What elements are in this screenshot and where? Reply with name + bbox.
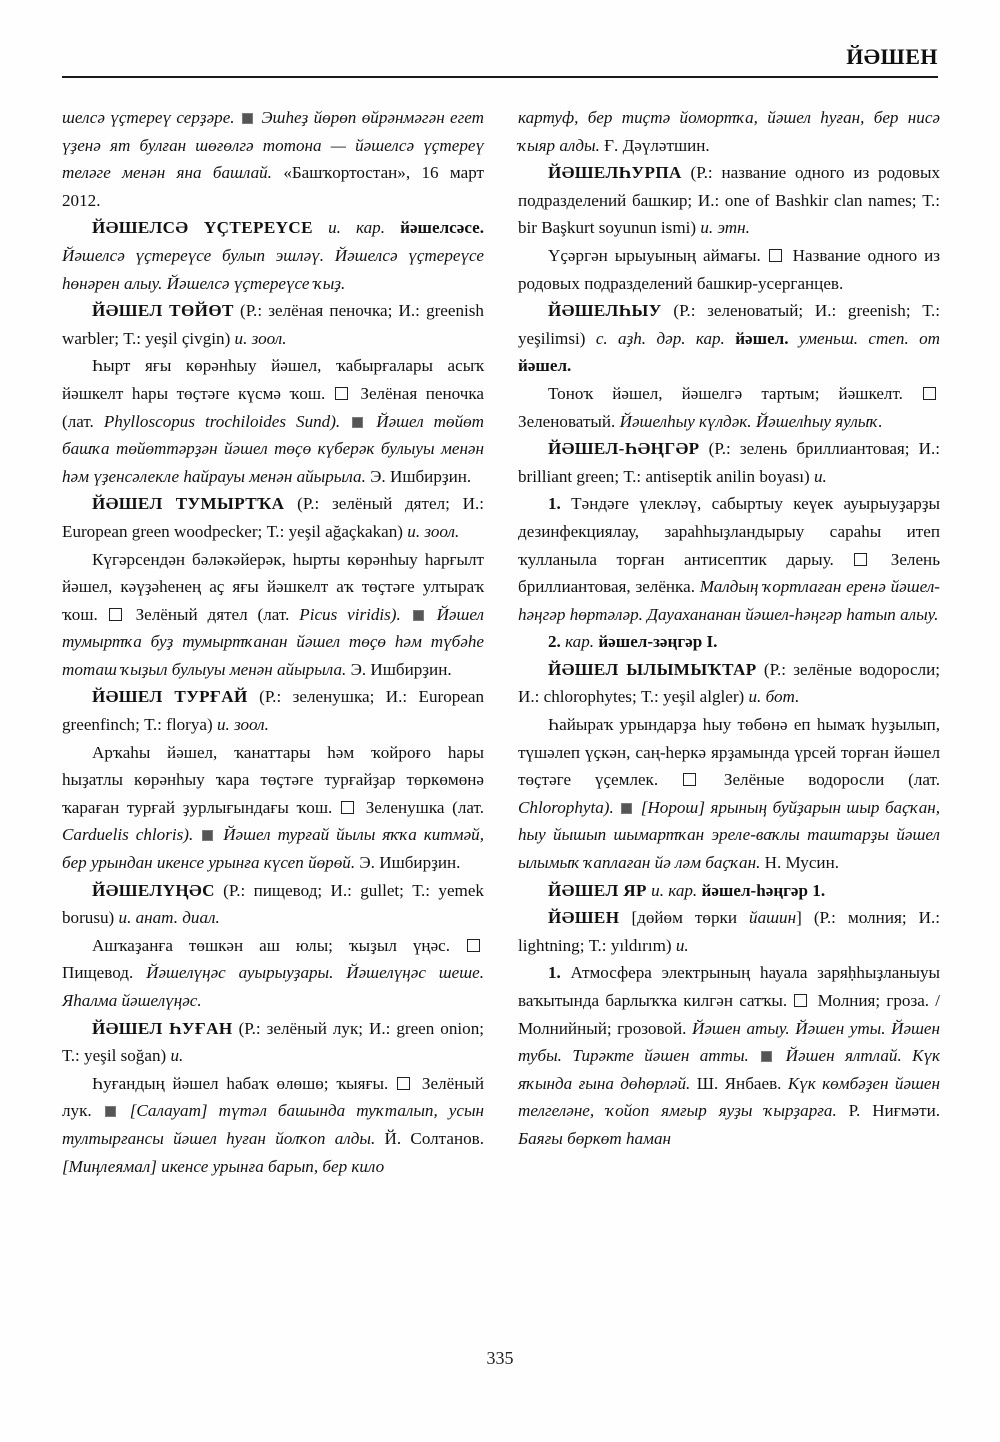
example-sentences: Йәшелһыу күлдәк. Йәшелһыу яулыҡ. bbox=[619, 411, 883, 431]
entry-yashelungas-body bbox=[62, 932, 484, 1015]
entry-yashel-toyot-head: ЙӘШЕЛ ТӨЙӨТ (Р.: зелёная пеночка; И.: greenish warbler; Т.: yeşil çivgin) и. зоол. bbox=[62, 301, 484, 348]
grammar-label-secondary: уменьш. степ. от bbox=[798, 328, 940, 348]
gloss-tr: yeşil soğan) bbox=[84, 1046, 167, 1066]
gloss-en-label: И.: bbox=[918, 908, 941, 928]
example-sentences: Йәшелсә үҫтереүсе булып эшләү. Йәшелсә үҫтереүсе һөнәрен алыу. Йәшелсә үҫтереүсе ҡыҙ. bbox=[62, 245, 484, 293]
entry-yashel-tumyrtka-head: ЙӘШЕЛ ТУМЫРТҠА (Р.: зелёный дятел; И.: European green woodpecker; Т.: yeşil ağaçkakan) и. зоол. bbox=[62, 494, 484, 541]
gloss-en-label: И.: bbox=[398, 301, 420, 321]
illustration-square-icon bbox=[761, 1051, 772, 1062]
headword: ЙӘШЕН bbox=[548, 908, 620, 928]
gloss-tr-label: Т.: bbox=[266, 521, 285, 541]
translation-square-icon bbox=[109, 608, 122, 621]
gloss-ru: зеленушка; bbox=[292, 687, 375, 707]
definition-text: Атмосфера электрының һауала заряḥһыҙланыуы ваҡытында барлыҡҡа килгән сатҡы. bbox=[518, 963, 940, 1010]
citation-text: [Норош] ярының буйҙарын шыр баҫҡан, һыу йышып шымартҡан эреле-ваҡлы таштарҙы йәшел ылымыҡ ҡаплаған йә ләм баҫҡан. bbox=[518, 797, 941, 873]
gloss-ru-label: Р.: bbox=[244, 1018, 261, 1038]
headword: ЙӘШЕЛ ТУРҒАЙ bbox=[92, 687, 248, 707]
gloss-en: gullet; bbox=[360, 880, 404, 900]
cross-ref-target: йәшел. bbox=[735, 328, 789, 348]
sense-number: 1. bbox=[548, 494, 561, 514]
gloss-tr-label: Т.: bbox=[922, 190, 940, 210]
translation-text: Молния; гроза. / Молнийный; грозовой. bbox=[518, 991, 940, 1038]
entry-yashel-hugan-body bbox=[62, 1070, 484, 1180]
grammar-label: и. бот. bbox=[748, 687, 800, 707]
entry-yashel-toyot-body bbox=[62, 352, 484, 490]
gloss-tr: bir Başkurt soyunun ismi) bbox=[518, 218, 697, 238]
cross-ref-target: йәшел-һәңгәр 1. bbox=[701, 880, 826, 900]
gloss-ru: пищевод; bbox=[253, 880, 323, 900]
grammar-label: и. зоол. bbox=[234, 328, 287, 348]
headword: ЙӘШЕЛ ЫЛЫМЫҠТАР bbox=[548, 659, 757, 679]
definition-text: Күгәрсендән бәләкәйерәк, һырты көрәнһыу һарғылт йәшел, кәүҙәһенең аҫ яғы йәшкелт аҡ төҫтәге ултыраҡ ҡош. bbox=[62, 549, 484, 624]
latin-name: Chlorophyta). bbox=[518, 797, 614, 817]
gloss-en: lightning; bbox=[518, 935, 585, 955]
etymology-close: ] bbox=[796, 908, 802, 928]
grammar-label: и. анат. диал. bbox=[118, 908, 220, 928]
entry-continuation-yashelsa-usterew bbox=[62, 104, 484, 214]
definition-text: Һуғандың йәшел һабаҡ өлөшө; ҡыяғы. bbox=[92, 1073, 389, 1093]
citation-text: Йәшел тумыртҡа буҙ тумыртҡанан йәшел төҫө һәм түбәһе тоташ ҡыҙыл булыуы менән айырыла. bbox=[62, 604, 485, 679]
grammar-label: и. этн. bbox=[700, 218, 750, 238]
gloss-ru: зелёный лук; bbox=[266, 1018, 364, 1038]
translation-square-icon bbox=[794, 994, 807, 1007]
translation-text: Зелёный дятел (лат. bbox=[135, 604, 290, 624]
gloss-tr: antiseptik anilin boyası) bbox=[645, 466, 810, 486]
gloss-tr-label: Т.: bbox=[623, 466, 642, 486]
gloss-en: one of Bashkir clan names; bbox=[724, 190, 917, 210]
latin-name: Picus viridis). bbox=[299, 604, 401, 624]
lead-italic: шелсә үҫтереү серҙәре. bbox=[62, 108, 235, 127]
definition-text: Ашҡаҙанға төшкән аш юлы; ҡыҙыл үңәс. bbox=[92, 935, 451, 955]
cross-ref-target: йәшелсәсе. bbox=[400, 218, 484, 238]
cross-ref-label: кар. bbox=[668, 880, 698, 900]
gloss-tr-label: Т.: bbox=[922, 301, 941, 321]
translation-square-icon bbox=[923, 387, 936, 400]
sense-number: 2. bbox=[548, 632, 561, 652]
latin-name: Phylloscopus trochiloides Sund). bbox=[103, 411, 341, 431]
gloss-ru-label: Р.: bbox=[696, 163, 713, 183]
headword: ЙӘШЕЛ ЯР bbox=[548, 880, 647, 900]
citation-author: Э. Ишбирҙин. bbox=[359, 853, 461, 873]
citation-text: [Салауат] түтәл башында туҡталып, усын тултырғансы йәшел һуған йолҡоп алды. bbox=[62, 1101, 485, 1148]
gloss-tr: yeşil algler) bbox=[663, 687, 745, 707]
citation-text-2: Күк көмбәҙен йәшен телгеләне, ҡойоп ямғыр яуҙы ҡырҙарға. bbox=[518, 1073, 940, 1121]
gloss-tr: yıldırım) bbox=[610, 935, 672, 955]
entry-yashelsa-ustereuse bbox=[62, 214, 484, 297]
definition-text: Тәндәге үлекләү, сабыртыу кеүек ауырыуҙарҙы дезинфекциялау, зараһһыҙландырыу сараһы итеп ҡулланыла торған антисептик дарыу. bbox=[518, 494, 940, 569]
gloss-tr: florya) bbox=[166, 715, 213, 735]
gloss-tr-label: Т.: bbox=[412, 880, 431, 900]
entry-yashen-sense-1 bbox=[518, 959, 940, 1152]
page-header bbox=[62, 44, 938, 90]
illustration-square-icon bbox=[242, 113, 253, 124]
cross-ref-target: йәшел-зәңгәр I. bbox=[598, 632, 718, 652]
example-sentences: Малдың ҡортлаған еренә йәшел-һәңгәр һөртәләр. Дауахананан йәшел-һәңгәр һатып алыу. bbox=[518, 577, 940, 624]
translation-square-icon bbox=[397, 1077, 410, 1090]
etymology-open: [дөйөм төрки bbox=[631, 908, 737, 928]
gloss-tr-label: Т.: bbox=[144, 715, 162, 735]
gloss-tr: yeşil ağaçkakan) bbox=[288, 521, 403, 541]
gloss-ru-label: Р.: bbox=[819, 908, 836, 928]
headword: ЙӘШЕЛ-ҺӘҢГӘР bbox=[548, 439, 700, 459]
gloss-en-label: И.: bbox=[697, 190, 720, 210]
gloss-en-label: И.: bbox=[369, 1018, 391, 1038]
illustration-square-icon bbox=[413, 610, 424, 621]
citation-text-continued: [Миңлеямал] икенсе урынға барып, бер кило bbox=[62, 1156, 385, 1176]
citation-author: Ғ. Дәүләтшин. bbox=[604, 135, 710, 155]
entry-yashel-hugan-head: ЙӘШЕЛ ҺУҒАН (Р.: зелёный лук; И.: green onion; Т.: yeşil soğan) и. bbox=[62, 1018, 484, 1066]
translation-square-icon bbox=[769, 249, 782, 262]
right-column bbox=[518, 104, 940, 1180]
gloss-tr-label: Т.: bbox=[641, 687, 659, 707]
citation-text-3: Баяғы бөркөт һаман bbox=[518, 1128, 671, 1148]
entry-yashel-hanggar-sense-2 bbox=[518, 628, 940, 656]
headword: ЙӘШЕЛ ҺУҒАН bbox=[92, 1018, 233, 1038]
translation-square-icon bbox=[854, 553, 867, 566]
translation-text: Зеленушка (лат. bbox=[365, 797, 484, 817]
grammar-label: и. зоол. bbox=[407, 521, 460, 541]
gloss-ru-label: Р.: bbox=[302, 494, 320, 514]
gloss-tr: yeşilimsi) bbox=[518, 328, 586, 348]
gloss-ru-label: Р.: bbox=[245, 301, 263, 321]
entry-yashelhyu-head: ЙӘШЕЛҺЫУ (Р.: зеленоватый; И.: greenish; Т.: yeşilimsi) с. аҙһ. дәр. кар. йәшел. уменьш. степ. от йәшел. bbox=[518, 301, 941, 376]
definition-text: Һырт яғы көрәнһыу йәшел, ҡабырғалары асыҡ йәшкелт һары төҫтәге күсмә ҡош. bbox=[62, 356, 484, 403]
citation-author: Э. Ишбирҙин. bbox=[370, 466, 472, 486]
gloss-en: brilliant green; bbox=[518, 466, 620, 486]
illustration-square-icon bbox=[202, 830, 213, 841]
translation-text: Пищевод. bbox=[62, 963, 134, 983]
illustration-square-icon bbox=[352, 417, 363, 428]
translation-square-icon bbox=[467, 939, 480, 952]
grammar-label: и. bbox=[328, 218, 341, 238]
entry-yashel-hanggar-sense-1 bbox=[518, 490, 940, 628]
cross-ref-label: кар. bbox=[565, 632, 595, 652]
running-head: ЙӘШЕН bbox=[846, 44, 938, 69]
headword: ЙӘШЕЛСӘ ҮҪТЕРЕҮСЕ bbox=[92, 218, 313, 238]
entry-yashel-yar bbox=[518, 877, 940, 905]
etymology-form: йашин bbox=[749, 908, 797, 928]
translation-text: Название одного из родовых подразделений башкир-усерганцев. bbox=[518, 245, 941, 293]
definition-text: Һайыраҡ урындарҙа һыу төбөнә еп һымаҡ һуҙылып, түшәлеп үҫкән, саң-һеркә ярҙамында үрсей торған йәшел төҫтәге үҫемлек. bbox=[518, 715, 940, 790]
entry-yashen-head: ЙӘШЕН [дөйөм төрки йашин] (Р.: молния; И.: lightning; Т.: yıldırım) и. bbox=[518, 908, 941, 955]
gloss-en-label: И.: bbox=[462, 494, 484, 514]
gloss-ru-label: Р.: bbox=[264, 687, 282, 707]
gloss-en-label: И.: bbox=[814, 301, 837, 321]
header-rule bbox=[62, 76, 938, 78]
gloss-en-label: И.: bbox=[330, 880, 352, 900]
definition-text: Арҡаһы йәшел, ҡанаттары һәм ҡойроғо һары һыҙатлы көрәнһыу ҡара төҫтәге турғайҙар төркөмөнә ҡараған турғай ҙурлығындағы ҡош. bbox=[62, 742, 484, 817]
citation-text: Эшһеҙ йөрөп өйрәнмәгән егет үҙенә ят булған шөғөлгә тотона — йәшелсә үҫтереү теләге менән яна башлай. bbox=[62, 108, 485, 183]
sense-number: 1. bbox=[548, 963, 561, 983]
citation-text: Йәшен ялтлай. Күк яҡында ғына дөһөрләй. bbox=[518, 1046, 941, 1093]
citation-author: Н. Мусин. bbox=[764, 853, 839, 873]
translation-text: Зеленоватый. bbox=[518, 411, 616, 431]
grammar-label: и. зоол. bbox=[216, 715, 269, 735]
gloss-ru: зелень бриллиантовая; bbox=[739, 439, 910, 459]
grammar-label: и. bbox=[170, 1046, 184, 1066]
entry-yashelhurpa-head: ЙӘШЕЛҺУРПА (Р.: название одного из родовых подразделений башкир; И.: one of Bashkir clan names; Т.: bir Başkurt soyunun ismi) и. этн. bbox=[518, 163, 940, 238]
headword: ЙӘШЕЛҺУРПА bbox=[548, 163, 682, 183]
entry-yashel-tumyrtka-body bbox=[62, 546, 484, 684]
gloss-en: European greenfinch; bbox=[62, 687, 485, 735]
grammar-label: с. аҙһ. дәр. кар. bbox=[595, 328, 725, 348]
two-column-body bbox=[62, 104, 940, 1180]
gloss-ru: зелёная пеночка; bbox=[268, 301, 393, 321]
entry-yashelungas-head: ЙӘШЕЛҮҢӘС (Р.: пищевод; И.: gullet; Т.: yemek borusu) и. анат. диал. bbox=[62, 880, 484, 928]
translation-text: Зелень бриллиантовая, зелёнка. bbox=[518, 549, 940, 597]
definition-text: Үҫәргән ырыуының аймағы. bbox=[548, 245, 761, 265]
gloss-tr-label: Т.: bbox=[62, 1046, 80, 1066]
latin-name: Carduelis chloris). bbox=[62, 825, 194, 845]
gloss-ru: название одного из родовых подразделений башкир; bbox=[518, 163, 940, 210]
left-column bbox=[62, 104, 484, 1180]
citation-source: «Башҡортостан», 16 март 2012. bbox=[62, 163, 485, 210]
entry-continuation-hugan-citation bbox=[518, 104, 940, 159]
example-sentences: Йәшелүңәс ауырыуҙары. Йәшелүңәс шеше. Яһалма йәшелүңәс. bbox=[62, 963, 485, 1010]
grammar-label: и. bbox=[675, 935, 689, 955]
gloss-ru-label: Р.: bbox=[228, 880, 246, 900]
gloss-en: greenish; bbox=[847, 301, 911, 321]
gloss-en-label: И.: bbox=[518, 687, 540, 707]
gloss-tr: yemek borusu) bbox=[62, 880, 484, 928]
citation-author: Ш. Янбаев. bbox=[696, 1073, 782, 1093]
gloss-ru-label: Р.: bbox=[714, 439, 731, 459]
translation-text: Зелёный лук. bbox=[62, 1073, 484, 1121]
translation-square-icon bbox=[341, 801, 354, 814]
gloss-en: green onion; bbox=[396, 1018, 484, 1038]
entry-yashel-ylymyktar-head: ЙӘШЕЛ ЫЛЫМЫҠТАР (Р.: зелёные водоросли; И.: chlorophytes; Т.: yeşil algler) и. бот. bbox=[518, 659, 940, 707]
gloss-en: European green woodpecker; bbox=[62, 521, 263, 541]
cross-ref-label: кар. bbox=[356, 218, 385, 238]
entry-yashel-hanggar-head: ЙӘШЕЛ-ҺӘҢГӘР (Р.: зелень бриллиантовая; И.: brilliant green; Т.: antiseptik anilin boyası) и. bbox=[518, 439, 940, 486]
illustration-square-icon bbox=[621, 803, 632, 814]
gloss-tr: yeşil çivgin) bbox=[145, 328, 231, 348]
definition-text: Тоноҡ йәшел, йәшелгә тартым; йәшкелт. bbox=[548, 383, 903, 403]
gloss-en: chlorophytes; bbox=[543, 687, 637, 707]
gloss-ru: зелёные водоросли; bbox=[793, 659, 940, 679]
gloss-ru: зеленоватый; bbox=[707, 301, 804, 321]
translation-square-icon bbox=[335, 387, 348, 400]
example-sentences: Йәшен атыу. Йәшен уты. Йәшен тубы. Тирәкте йәшен атты. bbox=[518, 1018, 940, 1066]
gloss-ru-label: Р.: bbox=[679, 301, 696, 321]
citation-text: Йәшел турғай йылы яҡҡа китмәй, бер урындан икенсе урынға күсеп йөрөй. bbox=[62, 825, 484, 873]
citation-author-2: Р. Ниғмәти. bbox=[848, 1101, 940, 1121]
citation-author: Э. Ишбирҙин. bbox=[350, 659, 452, 679]
gloss-ru: молния; bbox=[848, 908, 907, 928]
entry-yashelhyu-body bbox=[518, 380, 940, 435]
gloss-ru-label: Р.: bbox=[769, 659, 786, 679]
entry-yashelhurpa-body bbox=[518, 242, 940, 297]
cross-ref-target-secondary: йәшел. bbox=[518, 356, 572, 376]
gloss-en-label: И.: bbox=[918, 439, 940, 459]
citation-text: Йәшел төйөт башҡа төйөттәрҙән йәшел төҫө күберәк булыуы менән һәм үҙенсәлекле һайрауы менән айырыла. bbox=[62, 411, 485, 486]
page-number: 335 bbox=[486, 1348, 514, 1368]
translation-text: Зелёные водоросли (лат. bbox=[723, 770, 940, 790]
gloss-en: greenish warbler; bbox=[62, 301, 484, 348]
entry-yashel-turgay-head: ЙӘШЕЛ ТУРҒАЙ (Р.: зеленушка; И.: European greenfinch; Т.: florya) и. зоол. bbox=[62, 687, 485, 735]
illustration-square-icon bbox=[105, 1106, 116, 1117]
gloss-tr-label: Т.: bbox=[588, 935, 607, 955]
citation-text: картуф, бер тиҫтә йомортҡа, йәшел һуған, бер нисә ҡыяр алды. bbox=[518, 108, 940, 155]
headword: ЙӘШЕЛ ТУМЫРТҠА bbox=[92, 494, 285, 514]
headword: ЙӘШЕЛҮҢӘС bbox=[92, 880, 215, 900]
entry-yashel-ylymyktar-body bbox=[518, 711, 940, 877]
citation-author: Й. Солтанов. bbox=[384, 1128, 484, 1148]
translation-text: Зелёная пеночка (лат. bbox=[62, 383, 484, 431]
gloss-en-label: И.: bbox=[385, 687, 408, 707]
translation-square-icon bbox=[683, 773, 696, 786]
headword: ЙӘШЕЛҺЫУ bbox=[548, 301, 662, 321]
entry-yashel-turgay-body bbox=[62, 739, 484, 877]
gloss-ru: зелёный дятел; bbox=[331, 494, 450, 514]
gloss-tr-label: Т.: bbox=[123, 328, 141, 348]
headword: ЙӘШЕЛ ТӨЙӨТ bbox=[92, 301, 234, 321]
grammar-label: и. bbox=[651, 880, 664, 900]
grammar-label: и. bbox=[813, 466, 827, 486]
